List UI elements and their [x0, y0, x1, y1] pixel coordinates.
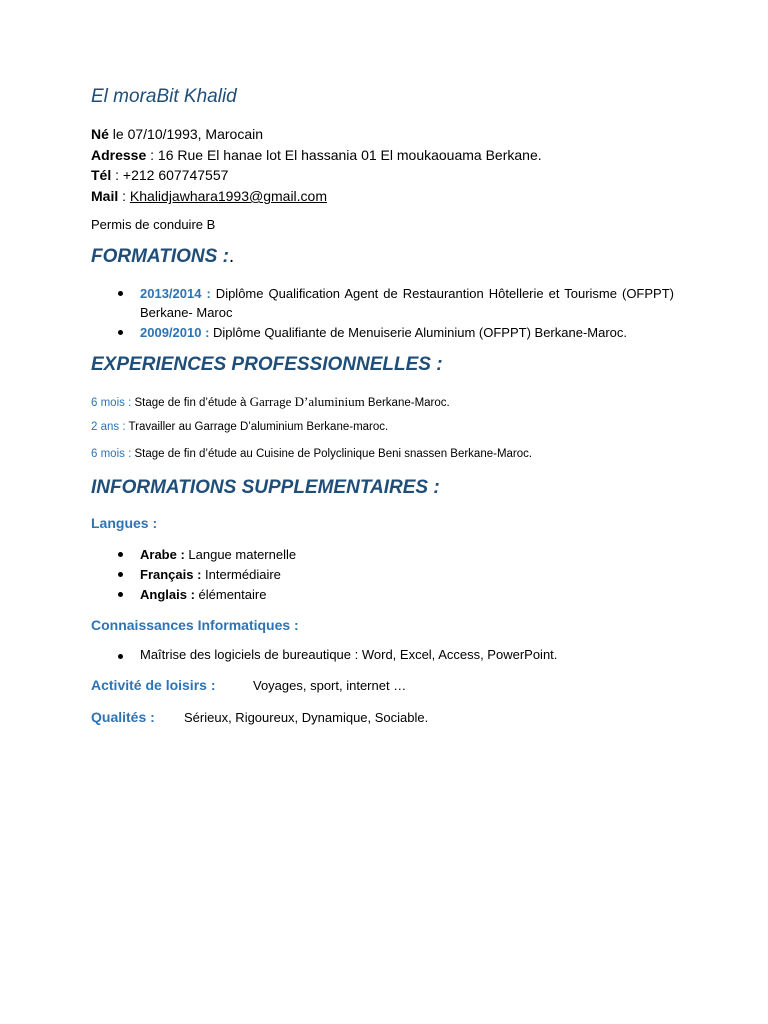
langue-level: élémentaire	[194, 587, 267, 602]
email-link[interactable]: Khalidjawhara1993@gmail.com	[129, 188, 327, 204]
experience-text: Stage de fin d’étude au Cuisine de Polyclinique Beni snassen Berkane-Maroc.	[131, 448, 533, 460]
birth-label: Né	[91, 126, 109, 142]
formation-date: 2013/2014 :	[140, 286, 211, 301]
loisirs-label: Activité de loisirs :	[91, 677, 216, 693]
langue-name: Français :	[140, 567, 202, 582]
phone-value: : +212 607747557	[111, 167, 229, 183]
langue-level: Langue maternelle	[184, 547, 297, 562]
mail-line	[91, 186, 327, 206]
experience-duration: 6 mois :	[91, 448, 132, 460]
langue-item	[118, 545, 296, 565]
experience-text: Travailler au Garrage D’aluminium Berkane-maroc.	[125, 421, 389, 433]
informatique-item: Maîtrise des logiciels de bureautique : Word, Excel, Access, PowerPoint.	[118, 647, 557, 662]
experience-duration: 2 ans :	[91, 421, 126, 433]
qualites-label: Qualités :	[91, 709, 155, 725]
informatique-heading: Connaissances Informatiques :	[91, 617, 299, 633]
loisirs-value: Voyages, sport, internet …	[253, 678, 407, 693]
driving-license: Permis de conduire B	[91, 217, 216, 232]
experience-item	[91, 394, 450, 410]
phone-line	[91, 165, 228, 185]
informatique-list	[118, 647, 557, 662]
formation-item	[118, 284, 674, 322]
experience-item	[91, 421, 388, 433]
langue-name: Arabe :	[140, 547, 185, 562]
experience-location: Berkane-Maroc.	[364, 397, 450, 409]
phone-label: Tél	[91, 167, 112, 183]
birth-value: le 07/10/1993, Marocain	[108, 126, 264, 142]
address-value: : 16 Rue El hanae lot El hassania 01 El moukaouama Berkane.	[146, 147, 542, 163]
mail-separator: :	[118, 188, 130, 204]
experience-duration: 6 mois :	[91, 397, 132, 409]
formations-list	[118, 284, 674, 342]
birth-line	[91, 124, 263, 144]
langue-name: Anglais :	[140, 587, 195, 602]
formation-item	[118, 323, 674, 342]
mail-label: Mail	[91, 188, 119, 204]
formations-heading	[91, 246, 234, 268]
experience-company: Garrage D’aluminium	[249, 394, 365, 409]
experiences-heading: EXPERIENCES PROFESSIONNELLES :	[91, 354, 443, 375]
candidate-name: El moraBit Khalid	[91, 86, 237, 107]
address-label: Adresse	[91, 147, 147, 163]
langue-level: Intermédiaire	[201, 567, 281, 582]
address-line	[91, 145, 542, 165]
qualites-value: Sérieux, Rigoureux, Dynamique, Sociable.	[184, 710, 429, 725]
langues-heading: Langues :	[91, 515, 158, 531]
formations-heading-dot: .	[228, 246, 235, 267]
formation-text: Diplôme Qualifiante de Menuiserie Aluminium (OFPPT) Berkane-Maroc.	[209, 325, 628, 340]
formations-heading-text: FORMATIONS :	[91, 246, 229, 267]
formation-text: Diplôme Qualification Agent de Restaurantion Hôtellerie et Tourisme (OFPPT) Berkane- Maroc	[140, 286, 674, 320]
formation-date: 2009/2010 :	[140, 325, 210, 340]
langues-list	[118, 545, 296, 605]
langue-item	[118, 585, 296, 605]
informations-heading: INFORMATIONS SUPPLEMENTAIRES :	[91, 477, 440, 498]
experience-text: Stage de fin d’étude à	[131, 397, 250, 409]
langue-item	[118, 565, 296, 585]
experience-item	[91, 448, 532, 460]
